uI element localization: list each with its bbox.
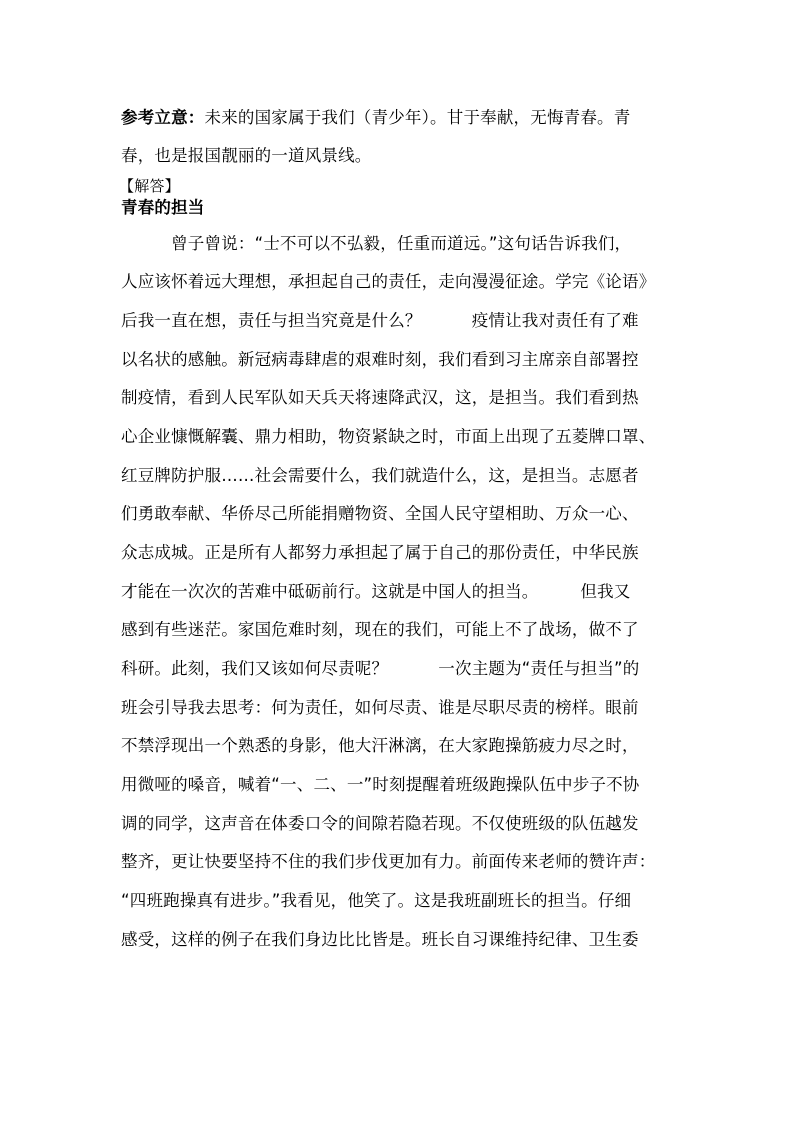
body-line: 用微哑的嗓音，喊着“一、二、一”时刻提醒着班级跑操队伍中步子不协 — [121, 775, 640, 794]
body-line: 们勇敢奉献、华侨尽己所能捐赠物资、全国人民守望相助、万众一心、 — [121, 504, 639, 523]
body-line: 整齐，更让快要坚持不住的我们步伐更加有力。前面传来老师的赞许声： — [121, 852, 656, 871]
body-line: 曾子曾说：“士不可以不弘毅，任重而道远。”这句话告诉我们， — [121, 234, 632, 253]
body-line: 感受，这样的例子在我们身边比比皆是。班长自习课维持纪律、卫生委 — [121, 930, 639, 949]
intro-line-2: 春，也是报国靓丽的一道风景线。 — [121, 146, 372, 165]
body-line: 以名状的感触。新冠病毒肆虐的艰难时刻，我们看到习主席亲自部署控 — [121, 350, 639, 369]
body-line: 制疫情，看到人民军队如天兵天将速降武汉，这，是担当。我们看到热 — [121, 388, 639, 407]
body-line: 班会引导我去思考：何为责任，如何尽责、谁是尽职尽责的榜样。眼前 — [121, 698, 639, 717]
essay-title: 青春的担当 — [121, 198, 205, 217]
body-line: 才能在一次次的苦难中砥砺前行。这就是中国人的担当。 但我又 — [121, 582, 631, 601]
body-line: 科研。此刻，我们又该如何尽责呢？ 一次主题为“责任与担当”的 — [121, 659, 640, 678]
answer-marker: 【解答】 — [119, 177, 180, 195]
body-line: 人应该怀着远大理想，承担起自己的责任，走向漫漫征途。学完《论语》 — [121, 272, 656, 291]
body-line: 众志成城。正是所有人都努力承担起了属于自己的那份责任，中华民族 — [121, 543, 639, 562]
body-line: “四班跑操真有进步。”我看见，他笑了。这是我班副班长的担当。仔细 — [121, 891, 632, 910]
body-line: 感到有些迷茫。家国危难时刻，现在的我们，可能上不了战场，做不了 — [121, 620, 639, 639]
body-line: 心企业慷慨解囊、鼎力相助，物资紧缺之时，市面上出现了五菱牌口罩、 — [121, 427, 656, 446]
intro-text-1: 未来的国家属于我们（青少年）。甘于奉献，无悔青春。青 — [204, 108, 631, 127]
intro-label: 参考立意： — [121, 108, 205, 127]
body-line: 后我一直在想，责任与担当究竟是什么？ 疫情让我对责任有了难 — [121, 311, 639, 330]
body-line: 调的同学，这声音在体委口令的间隙若隐若现。不仅使班级的队伍越发 — [121, 814, 639, 833]
body-line: 红豆牌防护服……社会需要什么，我们就造什么，这，是担当。志愿者 — [121, 466, 639, 485]
body-line: 不禁浮现出一个熟悉的身影，他大汗淋漓，在大家跑操筋疲力尽之时， — [121, 736, 639, 755]
intro-line-1 — [121, 107, 630, 129]
